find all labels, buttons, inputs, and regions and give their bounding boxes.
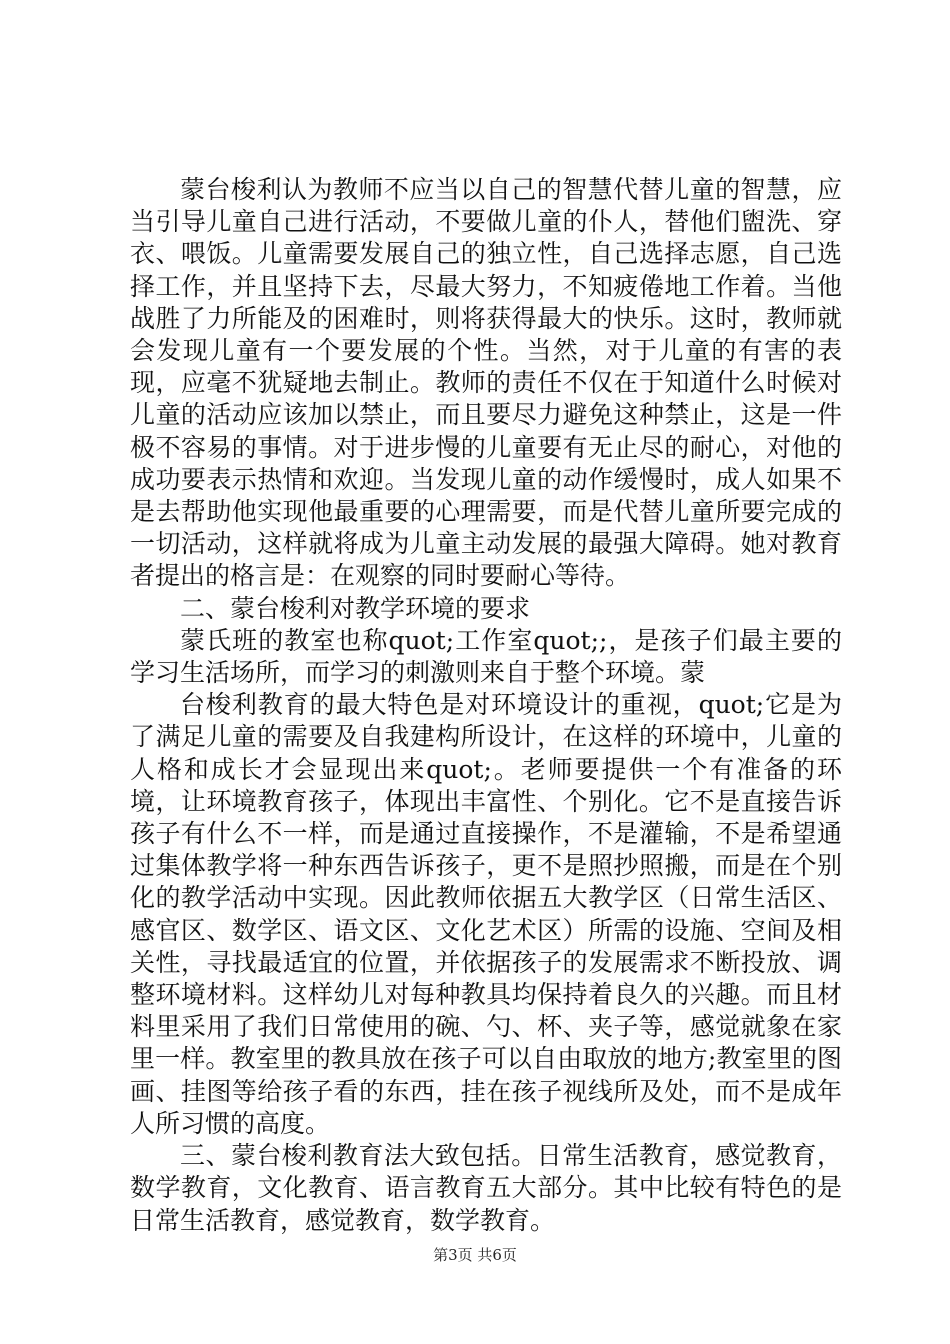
paragraph-method-overview: 三、蒙台梭利教育法大致包括。日常生活教育，感觉教育，数学教育，文化教育、语言教育五大部分。其中比较有特色的是日常生活教育，感觉教育，数学教育。 (130, 1141, 842, 1235)
document-body (130, 174, 842, 1237)
page-footer: 第3页 共6页 (433, 1246, 517, 1264)
paragraph-teacher-role: 蒙台梭利认为教师不应当以自己的智慧代替儿童的智慧，应当引导儿童自己进行活动，不要做儿童的仆人，替他们盥洗、穿衣、喂饭。儿童需要发展自己的独立性，自己选择志愿，自己选择工作，并且坚持下去，尽最大努力，不知疲倦地工作着。当他战胜了力所能及的困难时，则将获得最大的快乐。这时，教师就会发现儿童有一个要发展的个性。当然，对于儿童的有害的表现，应毫不犹疑地去制止。教师的责任不仅在于知道什么时候对儿童的活动应该加以禁止，而且要尽力避免这种禁止，这是一件极不容易的事情。对于进步慢的儿童要有无止尽的耐心，对他的成功要表示热情和欢迎。当发现儿童的动作缓慢时，成人如果不是去帮助他实现他最重要的心理需要，而是代替儿童所要完成的一切活动，这样就将成为儿童主动发展的最强大障碍。她对教育者提出的格言是：在观察的同时要耐心等待。 (130, 175, 842, 591)
section-heading-environment: 二、蒙台梭利对教学环境的要求 (180, 593, 531, 623)
paragraph-environment-design: 台梭利教育的最大特色是对环境设计的重视，quot;它是为了满足儿童的需要及自我建构所设计，在这样的环境中，儿童的人格和成长才会显现出来quot;。老师要提供一个有准备的环境，让环境教育孩子，体现出丰富性、个别化。它不是直接告诉孩子有什么不一样，而是通过直接操作，不是灌输，不是希望通过集体教学将一种东西告诉孩子，更不是照抄照搬，而是在个别化的教学活动中实现。因此教师依据五大教学区（日常生活区、感官区、数学区、语文区、文化艺术区）所需的设施、空间及相关性，寻找最适宜的位置，并依据孩子的发展需求不断投放、调整环境材料。这样幼儿对每种教具均保持着良久的兴趣。而且材料里采用了我们日常使用的碗、勺、杯、夹子等，感觉就象在家里一样。教室里的教具放在孩子可以自由取放的地方;教室里的图画、挂图等给孩子看的东西，挂在孩子视线所及处，而不是成年人所习惯的高度。 (130, 690, 842, 1138)
paragraph-classroom: 蒙氏班的教室也称quot;工作室quot;;，是孩子们最主要的学习生活场所，而学习的刺激则来自于整个环境。蒙 (130, 625, 842, 688)
